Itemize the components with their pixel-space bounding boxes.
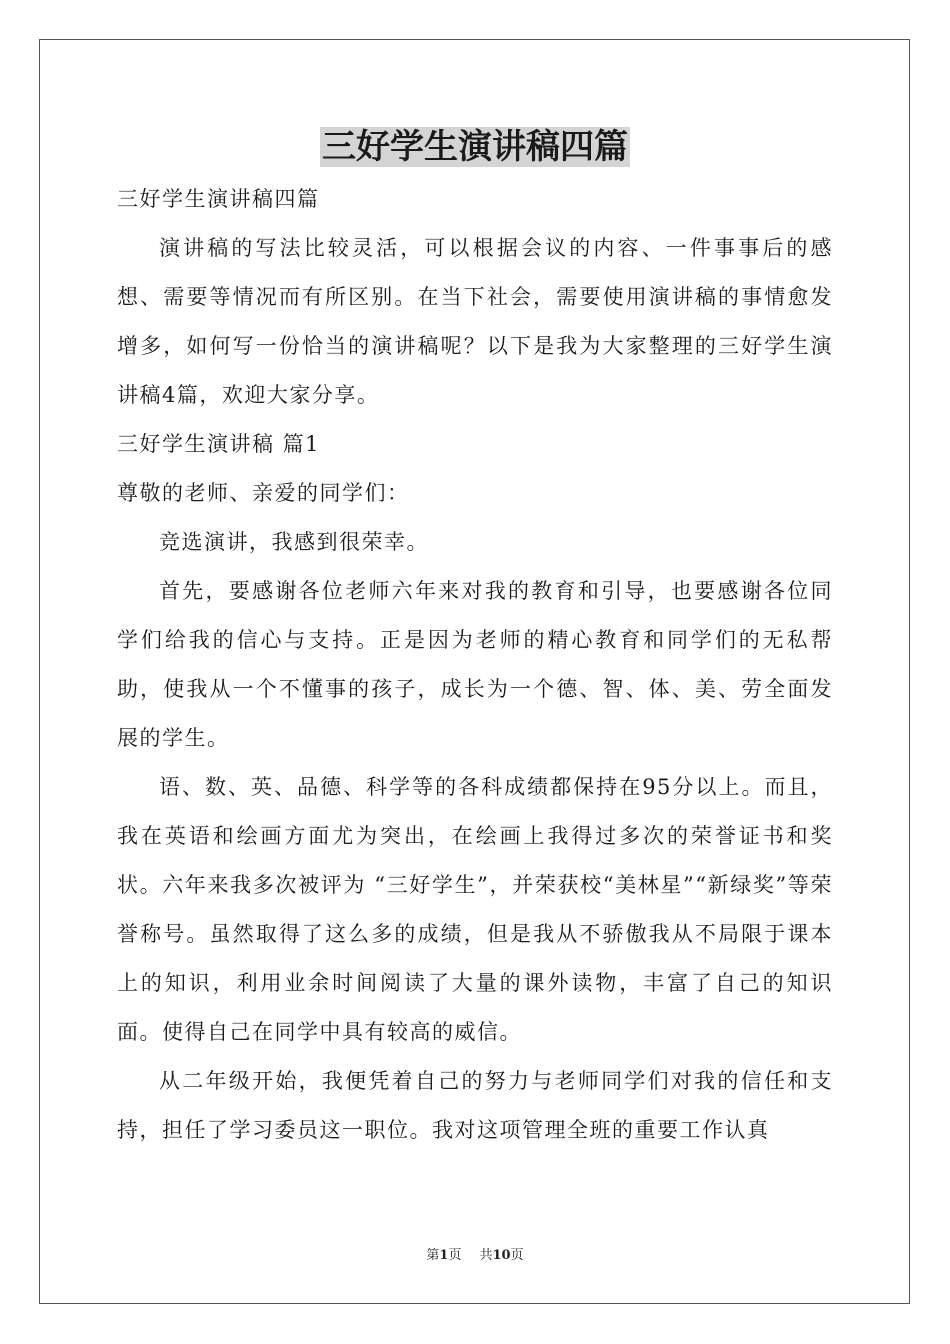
page-footer xyxy=(0,1246,950,1266)
document-body xyxy=(117,175,833,1155)
paragraph-achievements: 语、数、英、品德、科学等的各科成绩都保持在95分以上。而且，我在英语和绘画方面尤为突出，在绘画上我得过多次的荣誉证书和奖状。六年来我多次被评为 “三好学生”，并荣获校“美林星”“新绿奖”等荣誉称号。虽然取得了这么多的成绩，但是我从不骄傲我从不局限于课本上的知识，利用业余时间阅读了大量的课外读物，丰富了自己的知识面。使得自己在同学中具有较高的威信。 xyxy=(117,775,833,1044)
page-suffix: 页 xyxy=(448,1248,462,1263)
paragraph-subtitle: 三好学生演讲稿四篇 xyxy=(117,187,320,211)
paragraph-role: 从二年级开始，我便凭着自己的努力与老师同学们对我的信任和支持，担任了学习委员这一职位。我对这项管理全班的重要工作认真 xyxy=(117,1069,833,1142)
paragraph-opening: 竞选演讲，我感到很荣幸。 xyxy=(159,530,429,554)
paragraph-intro: 演讲稿的写法比较灵活，可以根据会议的内容、一件事事后的感想、需要等情况而有所区别。在当下社会，需要使用演讲稿的事情愈发增多，如何写一份恰当的演讲稿呢？以下是我为大家整理的三好学生演讲稿4篇，欢迎大家分享。 xyxy=(117,236,833,407)
total-pages: 10 xyxy=(492,1248,511,1263)
paragraph-salutation: 尊敬的老师、亲爱的同学们： xyxy=(117,481,410,505)
page-number: 1 xyxy=(439,1248,449,1263)
document-title-text: 三好学生演讲稿四篇 xyxy=(322,127,628,167)
section-heading: 三好学生演讲稿 篇1 xyxy=(117,432,321,456)
paragraph-thanks: 首先，要感谢各位老师六年来对我的教育和引导，也要感谢各位同学们给我的信心与支持。正是因为老师的精心教育和同学们的无私帮助，使我从一个不懂事的孩子，成长为一个德、智、体、美、劳全面发展的学生。 xyxy=(117,579,833,750)
page-prefix: 第 xyxy=(426,1248,440,1263)
total-suffix: 页 xyxy=(510,1248,524,1263)
total-prefix: 共 xyxy=(479,1248,493,1263)
document-title xyxy=(0,124,950,170)
